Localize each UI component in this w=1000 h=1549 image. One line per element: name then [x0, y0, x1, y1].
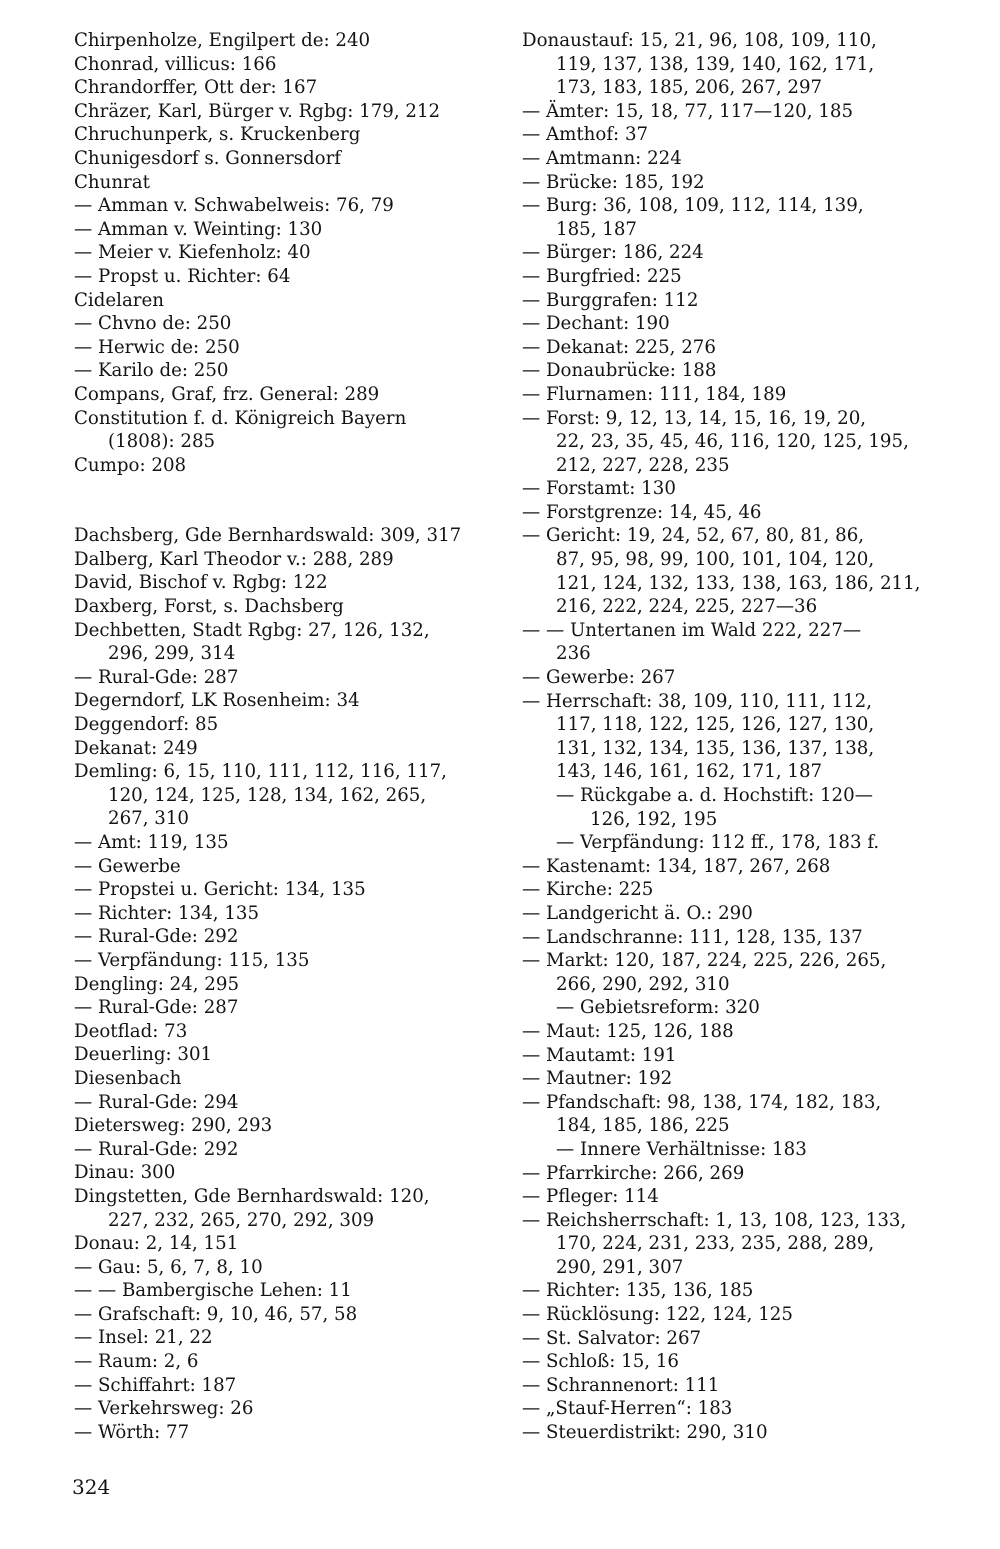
index-entry: Chonrad, villicus: 166: [74, 53, 277, 75]
index-entry: 143, 146, 161, 162, 171, 187: [556, 761, 823, 783]
index-entry: — Brücke: 185, 192: [522, 171, 705, 193]
index-entry: Cidelaren: [74, 289, 164, 311]
index-entry: Chrandorffer, Ott der: 167: [74, 77, 318, 99]
index-entry: 184, 185, 186, 225: [556, 1115, 730, 1137]
index-entry: 185, 187: [556, 218, 637, 240]
index-entry: 119, 137, 138, 139, 140, 162, 171,: [556, 53, 875, 75]
index-entry: 236: [556, 643, 591, 665]
index-entry: — Forstamt: 130: [522, 478, 676, 500]
index-entry: Dekanat: 249: [74, 737, 198, 759]
index-entry: Donaustauf: 15, 21, 96, 108, 109, 110,: [522, 30, 877, 51]
index-entry: 117, 118, 122, 125, 126, 127, 130,: [556, 714, 875, 736]
index-entry: — Innere Verhältnisse: 183: [556, 1138, 807, 1160]
index-entry: — Gebietsreform: 320: [556, 997, 760, 1019]
index-entry: — Propstei u. Gericht: 134, 135: [74, 879, 366, 901]
index-entry: 87, 95, 98, 99, 100, 101, 104, 120,: [556, 549, 875, 571]
index-entry: — Raum: 2, 6: [74, 1351, 199, 1373]
index-entry: — Gewerbe: [74, 855, 181, 877]
index-entry: Chunigesdorf s. Gonnersdorf: [74, 147, 342, 169]
index-entry: — Amman v. Weinting: 130: [74, 218, 323, 240]
index-entry: — Mautner: 192: [522, 1068, 673, 1090]
index-entry: — Gewerbe: 267: [522, 667, 676, 689]
index-entry: Deuerling: 301: [74, 1044, 213, 1066]
index-entry: 267, 310: [108, 808, 189, 830]
index-entry: — St. Salvator: 267: [522, 1327, 702, 1349]
index-entry: Dachsberg, Gde Bernhardswald: 309, 317: [74, 525, 462, 547]
index-entry: Dietersweg: 290, 293: [74, 1115, 273, 1137]
index-entry: — Richter: 135, 136, 185: [522, 1280, 754, 1302]
index-entry: — Gericht: 19, 24, 52, 67, 80, 81, 86,: [522, 525, 865, 547]
index-entry: — Chvno de: 250: [74, 313, 232, 335]
index-entry: Compans, Graf, frz. General: 289: [74, 383, 380, 405]
index-entry: — Schloß: 15, 16: [522, 1351, 680, 1373]
index-entry: Chirpenholze, Engilpert de: 240: [74, 30, 371, 51]
index-entry: — Rural-Gde: 294: [74, 1091, 239, 1113]
index-entry: — Schiffahrt: 187: [74, 1374, 237, 1396]
index-entry: — Mautamt: 191: [522, 1044, 677, 1066]
index-entry: — Verpfändung: 115, 135: [74, 949, 310, 971]
index-entry: — Rural-Gde: 292: [74, 926, 239, 948]
index-entry: — Rural-Gde: 292: [74, 1138, 239, 1160]
index-entry: — Forstgrenze: 14, 45, 46: [522, 501, 762, 523]
index-entry: — — Bambergische Lehen: 11: [74, 1280, 352, 1302]
index-entry: — Richter: 134, 135: [74, 902, 260, 924]
index-entry: Dalberg, Karl Theodor v.: 288, 289: [74, 548, 394, 570]
index-entry: 131, 132, 134, 135, 136, 137, 138,: [556, 737, 875, 759]
index-entry: Diesenbach: [74, 1067, 182, 1089]
index-entry: — Grafschaft: 9, 10, 46, 57, 58: [74, 1303, 358, 1325]
index-entry: — Rückgabe a. d. Hochstift: 120—: [556, 785, 873, 806]
index-entry: Dinau: 300: [74, 1162, 176, 1184]
index-entry: — Schrannenort: 111: [522, 1374, 720, 1396]
index-entry: Constitution f. d. Königreich Bayern: [74, 407, 407, 429]
index-entry: Donau: 2, 14, 151: [74, 1233, 239, 1255]
index-entry: — Insel: 21, 22: [74, 1327, 213, 1349]
index-entry: Daxberg, Forst, s. Dachsberg: [74, 596, 344, 618]
index-entry: 121, 124, 132, 133, 138, 163, 186, 211,: [556, 572, 921, 594]
index-entry: — Kastenamt: 134, 187, 267, 268: [522, 855, 831, 877]
index-entry: Deotflad: 73: [74, 1020, 188, 1042]
index-entry: — Verpfändung: 112 ff., 178, 183 f.: [556, 832, 880, 854]
index-entry: — Maut: 125, 126, 188: [522, 1020, 734, 1042]
index-entry: (1808): 285: [108, 431, 216, 453]
page-number: 324: [72, 1475, 111, 1499]
index-entry: 216, 222, 224, 225, 227—36: [556, 596, 818, 618]
index-entry: — Donaubrücke: 188: [522, 360, 717, 382]
index-entry: — Reichsherrschaft: 1, 13, 108, 123, 133,: [522, 1209, 907, 1231]
index-entry: — Rural-Gde: 287: [74, 997, 239, 1019]
index-entry: — Gau: 5, 6, 7, 8, 10: [74, 1256, 263, 1278]
index-entry: — Kirche: 225: [522, 879, 654, 901]
index-entry: 22, 23, 35, 45, 46, 116, 120, 125, 195,: [556, 431, 909, 453]
index-entry: Dingstetten, Gde Bernhardswald: 120,: [74, 1185, 430, 1207]
index-entry: 173, 183, 185, 206, 267, 297: [556, 77, 823, 99]
index-entry: — Pfleger: 114: [522, 1186, 659, 1208]
index-entry: Demling: 6, 15, 110, 111, 112, 116, 117,: [74, 761, 447, 783]
index-entry: — Propst u. Richter: 64: [74, 265, 291, 287]
index-column-right: [522, 29, 932, 1445]
index-entry: Degerndorf, LK Rosenheim: 34: [74, 690, 360, 712]
index-entry: — Markt: 120, 187, 224, 225, 226, 265,: [522, 950, 887, 972]
index-entry: — Rücklösung: 122, 124, 125: [522, 1304, 793, 1326]
index-entry: — Landgericht ä. O.: 290: [522, 902, 753, 924]
index-entry: — Herwic de: 250: [74, 336, 240, 358]
index-entry: 126, 192, 195: [590, 808, 718, 830]
index-entry: — Wörth: 77: [74, 1421, 190, 1443]
index-entry: — Bürger: 186, 224: [522, 242, 704, 264]
index-entry: 227, 232, 265, 270, 292, 309: [108, 1209, 375, 1231]
index-entry: 120, 124, 125, 128, 134, 162, 265,: [108, 784, 427, 806]
index-entry: Chräzer, Karl, Bürger v. Rgbg: 179, 212: [74, 100, 441, 122]
index-entry: Chunrat: [74, 171, 150, 193]
index-entry: — Karilo de: 250: [74, 360, 229, 382]
index-entry: — Flurnamen: 111, 184, 189: [522, 383, 787, 405]
index-entry: — Pfandschaft: 98, 138, 174, 182, 183,: [522, 1091, 882, 1113]
index-entry: Dechbetten, Stadt Rgbg: 27, 126, 132,: [74, 619, 430, 641]
index-entry: — Burg: 36, 108, 109, 112, 114, 139,: [522, 195, 864, 217]
index-entry: — Amt: 119, 135: [74, 832, 229, 853]
index-entry: 290, 291, 307: [556, 1256, 684, 1278]
index-entry: Deggendorf: 85: [74, 714, 219, 736]
index-entry: — Forst: 9, 12, 13, 14, 15, 16, 19, 20,: [522, 407, 867, 429]
index-entry: — „Stauf-Herren“: 183: [522, 1398, 733, 1420]
index-entry: — Ämter: 15, 18, 77, 117—120, 185: [522, 100, 854, 122]
index-entry: 266, 290, 292, 310: [556, 973, 730, 995]
index-column-left: [74, 29, 492, 1444]
index-entry: David, Bischof v. Rgbg: 122: [74, 572, 328, 594]
index-entry: 170, 224, 231, 233, 235, 288, 289,: [556, 1233, 875, 1255]
index-entry: — — Untertanen im Wald 222, 227—: [522, 619, 862, 641]
index-entry: — Amman v. Schwabelweis: 76, 79: [74, 195, 394, 217]
index-entry: Chruchunperk, s. Kruckenberg: [74, 124, 361, 146]
index-entry: — Dechant: 190: [522, 313, 670, 335]
index-entry: — Herrschaft: 38, 109, 110, 111, 112,: [522, 690, 873, 712]
index-entry: — Amtmann: 224: [522, 147, 682, 169]
section-gap: [74, 477, 492, 524]
index-entry: Dengling: 24, 295: [74, 973, 240, 995]
index-entry: — Steuerdistrikt: 290, 310: [522, 1422, 768, 1444]
index-entry: — Pfarrkirche: 266, 269: [522, 1162, 745, 1184]
index-entry: 212, 227, 228, 235: [556, 454, 730, 476]
index-entry: — Burgfried: 225: [522, 265, 682, 287]
index-entry: — Amthof: 37: [522, 124, 649, 146]
index-entry: — Rural-Gde: 287: [74, 666, 239, 688]
index-entry: — Meier v. Kiefenholz: 40: [74, 242, 311, 264]
index-entry: Cumpo: 208: [74, 454, 187, 476]
index-entry: — Verkehrsweg: 26: [74, 1398, 254, 1420]
index-entry: — Burggrafen: 112: [522, 289, 699, 311]
index-entry: — Landschranne: 111, 128, 135, 137: [522, 926, 863, 948]
index-entry: 296, 299, 314: [108, 643, 236, 665]
index-entry: — Dekanat: 225, 276: [522, 336, 716, 358]
